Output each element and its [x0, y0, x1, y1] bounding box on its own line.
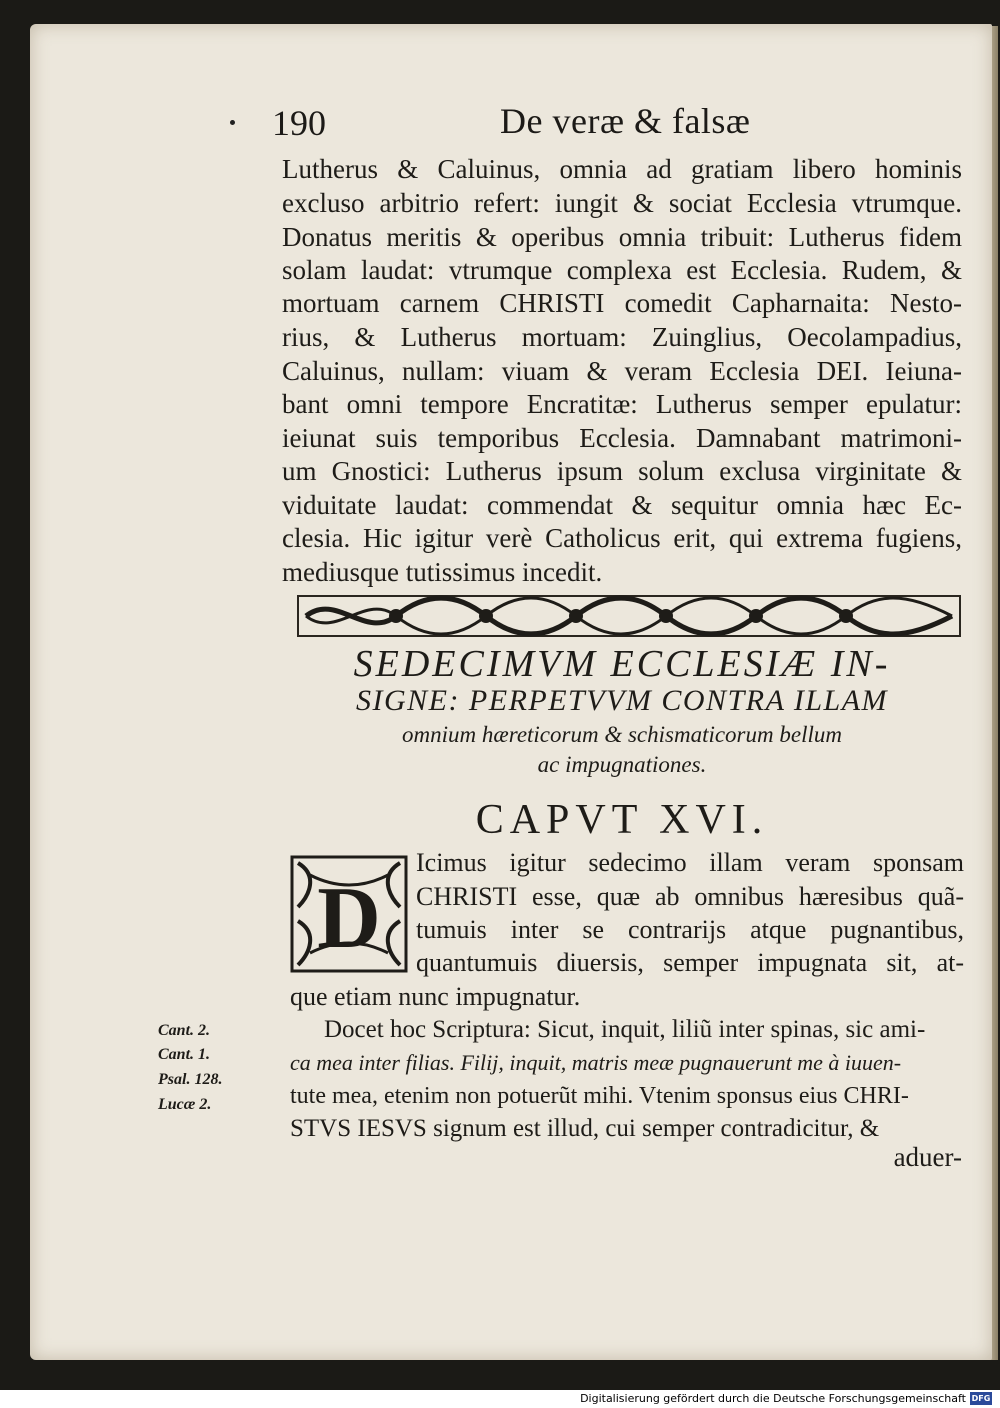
marginal-note: Psal. 128.: [158, 1071, 223, 1088]
body-line: mortuam carnem CHRISTI comedit Capharnaita: Nesto-: [282, 288, 962, 318]
section-heading-line: omnium hæreticorum & schismaticorum bellum: [402, 722, 842, 747]
marginal-note: Cant. 2.: [158, 1022, 211, 1039]
body-line: ieiunat suis temporibus Ecclesia. Damnabant matrimoni-: [282, 423, 962, 453]
section-heading-line: ac impugnationes.: [537, 752, 707, 777]
chapter-line: tumuis inter se contrarijs atque pugnantibus,: [416, 915, 964, 944]
decorated-initial: [290, 855, 408, 973]
body-line: Donatus meritis & operibus omnia tribuit: Lutherus fidem: [282, 222, 962, 252]
chapter-line: ca mea inter filias. Filij, inquit, matris meæ pugnauerunt me à iuuen-: [290, 1050, 902, 1075]
section-heading-line: SEDECIMVM ECCLESIÆ IN-: [353, 643, 891, 685]
chapter-line: Docet hoc Scriptura: Sicut, inquit, liliũ inter spinas, sic ami-: [324, 1016, 926, 1043]
catchword: aduer-: [893, 1142, 962, 1172]
marginal-note: Cant. 1.: [158, 1046, 211, 1063]
chapter-line: quantumuis diuersis, semper impugnata sit, at-: [416, 948, 964, 977]
chapter-line: tute mea, etenim non potuerũt mihi. Vtenim sponsus eius CHRI-: [290, 1083, 909, 1109]
body-line: Caluinus, nullam: viuam & veram Ecclesia DEI. Ieiuna-: [282, 356, 962, 386]
chapter-line: CHRISTI esse, quæ ab omnibus hæresibus quã-: [416, 882, 964, 911]
ornament-band: [296, 588, 962, 644]
body-line: solam laudat: vtrumque complexa est Ecclesia. Rudem, &: [282, 255, 962, 285]
dfg-logo: DFG: [971, 1394, 991, 1403]
body-line: Lutherus & Caluinus, omnia ad gratiam libero hominis: [282, 154, 962, 184]
section-heading-line: SIGNE: PERPETVVM CONTRA ILLAM: [355, 684, 889, 717]
body-line: excluso arbitrio refert: iungit & sociat Ecclesia vtrumque.: [282, 188, 962, 218]
chapter-line: STVS IESVS signum est illud, cui semper contradicitur, &: [290, 1115, 880, 1142]
footer-credit: Digitalisierung gefördert durch die Deutsche Forschungsgemeinschaft: [580, 1392, 966, 1405]
page-number: 190: [272, 103, 326, 143]
running-head: De veræ & falsæ: [500, 101, 751, 141]
chapter-title: CAPVT XVI.: [475, 797, 769, 843]
initial-letter: D: [317, 870, 381, 967]
body-line: viduitate laudat: commendat & sequitur omnia hæc Ec-: [282, 490, 962, 520]
body-line: clesia. Hic igitur verè Catholicus erit, qui extrema fugiens,: [282, 523, 962, 553]
chapter-line: Icimus igitur sedecimo illam veram sponsam: [416, 848, 964, 877]
body-line: bant omni tempore Encratitæ: Lutherus semper epulatur:: [282, 389, 962, 419]
marginal-note: Lucæ 2.: [158, 1096, 212, 1113]
chapter-line: que etiam nunc impugnatur.: [290, 982, 581, 1011]
page-dot: [230, 120, 235, 125]
body-line: rius, & Lutherus mortuam: Zuinglius, Oecolampadius,: [282, 322, 962, 352]
body-line: mediusque tutissimus incedit.: [282, 557, 603, 587]
body-line: um Gnostici: Lutherus ipsum solum exclusa virginitate &: [282, 456, 962, 486]
